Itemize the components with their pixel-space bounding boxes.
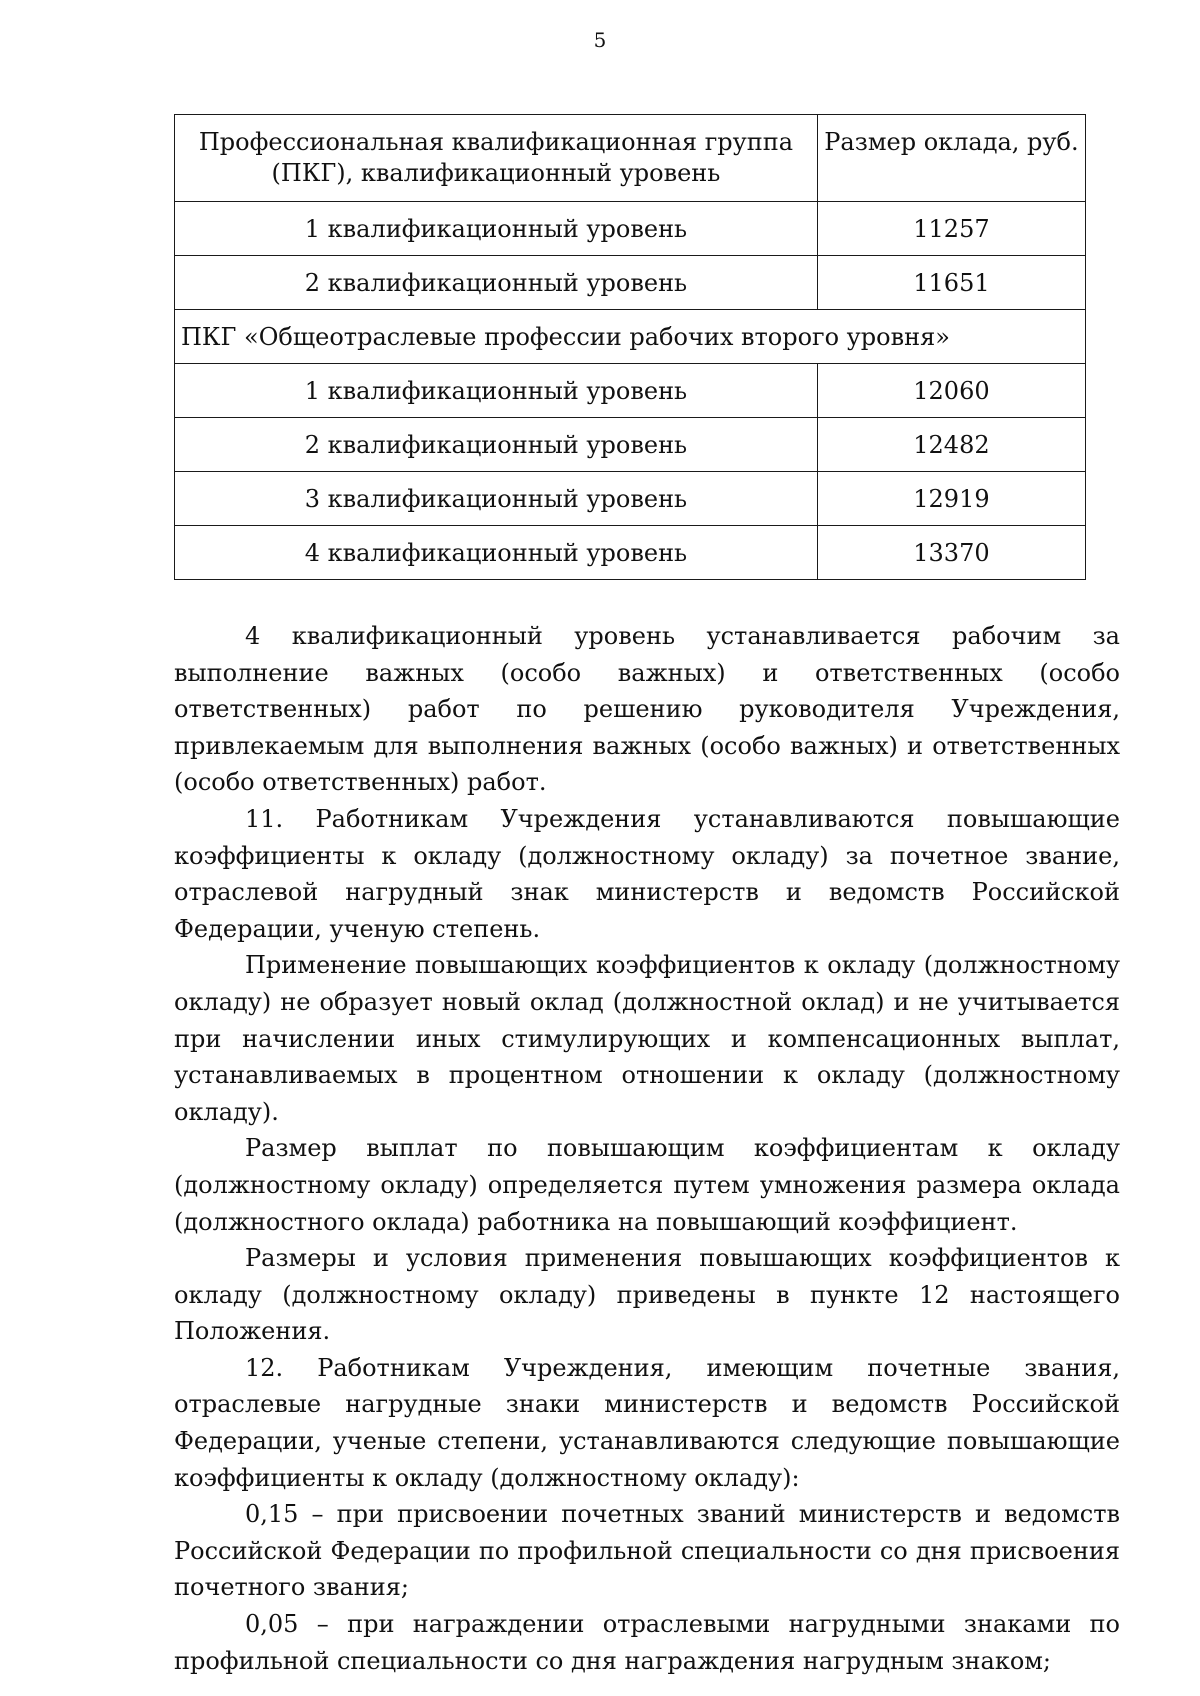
- page-number: 5: [593, 28, 607, 52]
- level-cell: 1 квалификационный уровень: [175, 202, 818, 256]
- salary-cell: 12060: [817, 364, 1085, 418]
- salary-cell: 12482: [817, 418, 1085, 472]
- document-body: [174, 618, 1120, 1679]
- salary-cell: 11257: [817, 202, 1085, 256]
- paragraph-clause-12: 12. Работникам Учреждения, имеющим почетные звания, отраслевые нагрудные знаки министерств и ведомств Российской Федерации, ученые степени, устанавливаются следующие повышающие коэффициенты к окладу (должностному окладу):: [174, 1353, 1120, 1492]
- table-row: [175, 364, 1086, 418]
- salary-cell: 13370: [817, 526, 1085, 580]
- paragraph-payment-size: Размер выплат по повышающим коэффициентам к окладу (должностному окладу) определяется путем умножения размера оклада (должностного оклада) работника на повышающий коэффициент.: [174, 1134, 1120, 1236]
- table-row: [175, 256, 1086, 310]
- header-group-level: Профессиональная квалификационная группа (ПКГ), квалификационный уровень: [175, 115, 818, 202]
- paragraph-conditions-reference: Размеры и условия применения повышающих коэффициентов к окладу (должностному окладу) приведены в пункте 12 настоящего Положения.: [174, 1244, 1120, 1346]
- level-cell: 2 квалификационный уровень: [175, 256, 818, 310]
- salary-table: [174, 114, 1086, 580]
- table-group-row: [175, 310, 1086, 364]
- paragraph-coefficient-015: 0,15 – при присвоении почетных званий министерств и ведомств Российской Федерации по профильной специальности со дня присвоения почетного звания;: [174, 1500, 1120, 1602]
- salary-cell: 11651: [817, 256, 1085, 310]
- salary-cell: 12919: [817, 472, 1085, 526]
- table-header-row: [175, 115, 1086, 202]
- paragraph-clause-11: 11. Работникам Учреждения устанавливаются повышающие коэффициенты к окладу (должностному окладу) за почетное звание, отраслевой нагрудный знак министерств и ведомств Российской Федерации, ученую степень.: [174, 804, 1120, 943]
- table-row: [175, 202, 1086, 256]
- group-title: ПКГ «Общеотраслевые профессии рабочих второго уровня»: [175, 310, 1086, 364]
- level-cell: 2 квалификационный уровень: [175, 418, 818, 472]
- table-row: [175, 526, 1086, 580]
- level-cell: 4 квалификационный уровень: [175, 526, 818, 580]
- table-row: [175, 418, 1086, 472]
- paragraph-coefficient-005: 0,05 – при награждении отраслевыми нагрудными знаками по профильной специальности со дня награждения нагрудным знаком;: [174, 1610, 1120, 1675]
- paragraph-coefficient-application: Применение повышающих коэффициентов к окладу (должностному окладу) не образует новый оклад (должностной оклад) и не учитывается при начислении иных стимулирующих и компенсационных выплат, устанавливаемых в процентном отношении к окладу (должностному окладу).: [174, 951, 1120, 1126]
- header-salary: Размер оклада, руб.: [817, 115, 1085, 202]
- table-row: [175, 472, 1086, 526]
- level-cell: 1 квалификационный уровень: [175, 364, 818, 418]
- level-cell: 3 квалификационный уровень: [175, 472, 818, 526]
- paragraph-level-4-note: 4 квалификационный уровень устанавливается рабочим за выполнение важных (особо важных) и ответственных (особо ответственных) работ по решению руководителя Учреждения, привлекаемым для выполнения важных (особо важных) и ответственных (особо ответственных) работ.: [174, 622, 1120, 797]
